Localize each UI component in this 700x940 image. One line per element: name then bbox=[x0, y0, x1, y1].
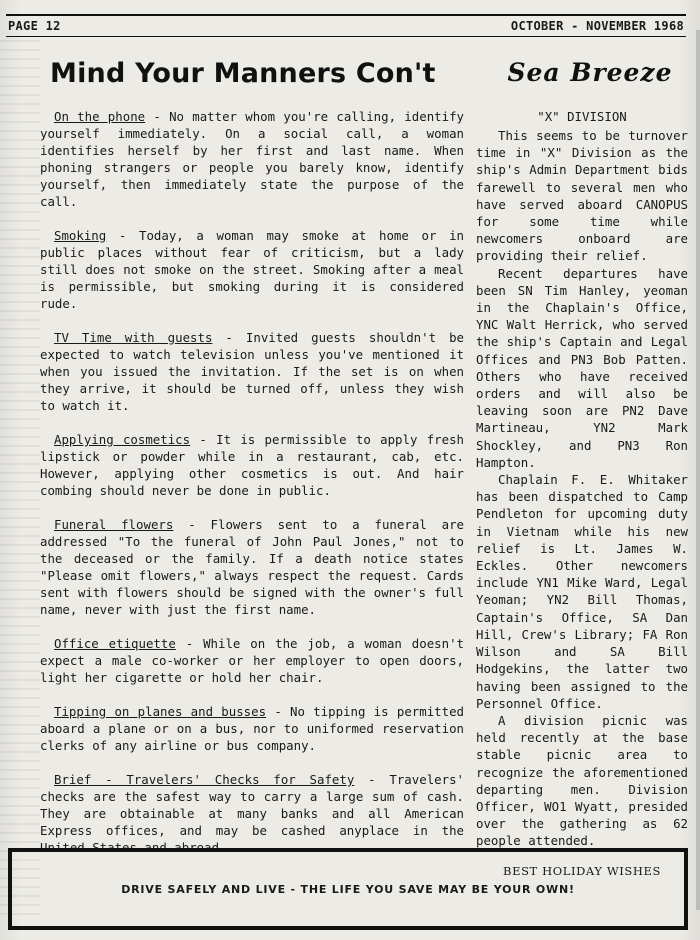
manners-item bbox=[40, 329, 464, 414]
article-title: Mind Your Manners Con't bbox=[50, 58, 436, 89]
item-text: - No tipping is permitted aboard a plane or on a bus, nor to uniformed reservation clerks of any airline or bus company. bbox=[40, 704, 464, 753]
division-paragraph: A division picnic was held recently at the base stable picnic area to recognize the aforementioned departing men. Division Officer, WO1 Wyatt, presided over the gathering as 62 people attended. bbox=[476, 712, 688, 849]
page-number: PAGE 12 bbox=[8, 19, 61, 33]
item-heading: On the phone bbox=[54, 109, 146, 124]
item-heading: Tipping on planes and busses bbox=[54, 704, 267, 719]
page-edge bbox=[696, 30, 700, 910]
item-heading: Office etiquette bbox=[54, 636, 176, 651]
issue-date: OCTOBER - NOVEMBER 1968 bbox=[510, 19, 684, 33]
item-text: - Flowers sent to a funeral are addressed "To the funeral of John Paul Jones," not to the deceased or the family. If a death notice states "Please omit flowers," always respect the request. Cards sent with flowers should be signed with the owner's full name, never with just the first name. bbox=[40, 517, 464, 617]
manners-item bbox=[40, 431, 464, 499]
item-text: - While on the job, a woman doesn't expect a male co-worker or her employer to open doors, light her cigarette or hold her chair. bbox=[40, 636, 464, 685]
item-text: - Invited guests shouldn't be expected to watch television unless you've mentioned it when you issued the invitation. If the set is on when they arrive, it should be turned off, unless they wish to watch it. bbox=[40, 330, 464, 413]
division-paragraph: This seems to be turnover time in "X" Division as the ship's Admin Department bids farewell to several men who have served aboard CANOPUS for some time while newcomers onboard are providing their relief. bbox=[476, 128, 688, 264]
item-heading: TV Time with guests bbox=[54, 330, 213, 345]
item-heading: Brief - Travelers' Checks for Safety bbox=[54, 772, 355, 787]
newsletter-masthead: Sea Breeze bbox=[507, 58, 673, 87]
show-through-text bbox=[0, 40, 40, 920]
item-text: - No matter whom you're calling, identify yourself immediately. On a social call, a woman identifies herself by her first and last name. When phoning strangers or people you barely know, identify yourself, then immediately state the purpose of the call. bbox=[40, 109, 464, 209]
item-text: - It is permissible to apply fresh lipstick or powder while in a restaurant, cab, etc. However, applying other cosmetics is out. And hair combing should never be done in public. bbox=[40, 432, 464, 498]
manners-item bbox=[40, 108, 464, 210]
item-heading: Applying cosmetics bbox=[54, 432, 191, 447]
item-heading: Smoking bbox=[54, 228, 107, 243]
manners-item bbox=[40, 635, 464, 686]
manners-item bbox=[40, 771, 464, 856]
page-header bbox=[6, 14, 686, 37]
manners-item bbox=[40, 703, 464, 754]
item-text: - Travelers' checks are the safest way to carry a large sum of cash. They are obtainable at many banks and all American Express offices, and may be cashed anyplace in the United States and abroad. bbox=[40, 772, 464, 855]
division-heading: "X" DIVISION bbox=[537, 109, 627, 124]
division-paragraph: Chaplain F. E. Whitaker has been dispatched to Camp Pendleton for upcoming duty in Vietnam while his new relief is Lt. James W. Eckles. Other newcomers include YN1 Mike Ward, Legal Yeoman; YN2 Bill Thomas, Captain's Office, SA Dan Hill, Crew's Library; FA Ron Wilson and SA Bill Hodgekins, the latter two having been assigned to the Personnel Office. bbox=[476, 472, 688, 711]
safety-slogan: DRIVE SAFELY AND LIVE - THE LIFE YOU SAVE MAY BE YOUR OWN! bbox=[121, 882, 575, 896]
safety-banner bbox=[8, 848, 688, 930]
holiday-signoff: BEST HOLIDAY WISHES bbox=[503, 863, 661, 878]
item-text: - Today, a woman may smoke at home or in public places without fear of criticism, but a lady still does not smoke on the street. Smoking after a meal is permissible, but smoking during it is considered rude. bbox=[40, 228, 464, 311]
manners-article bbox=[40, 108, 464, 873]
division-article bbox=[476, 108, 688, 878]
manners-item bbox=[40, 227, 464, 312]
manners-item bbox=[40, 516, 464, 618]
item-heading: Funeral flowers bbox=[54, 517, 174, 532]
division-paragraph: Recent departures have been SN Tim Hanley, yeoman in the Chaplain's Office, YNC Walt Herrick, who served the ship's Captain and Legal Offices and PN3 Bob Patten. Others who have received orders and will also be leaving soon are PN2 Dave Martineau, YN2 Mark Shockley, and PN3 Ron Hampton. bbox=[476, 265, 688, 470]
